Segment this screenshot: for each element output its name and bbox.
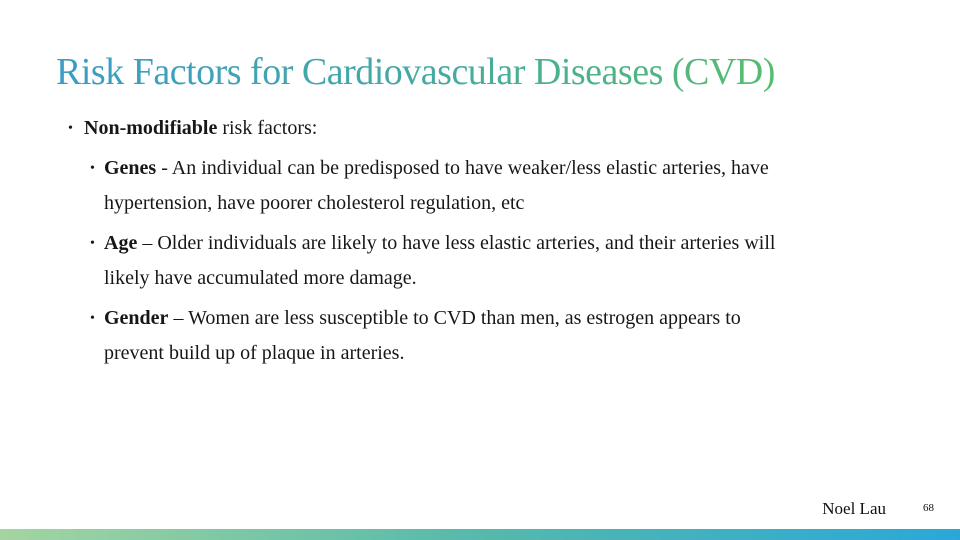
bullet-age bbox=[90, 226, 900, 296]
bullet-term: Age bbox=[104, 232, 138, 254]
bullet-text bbox=[104, 301, 741, 371]
bullet-line bbox=[104, 301, 741, 336]
bullet-term: Genes bbox=[104, 157, 157, 179]
bullet-line bbox=[104, 226, 775, 261]
bullet-line: prevent build up of plaque in arteries. bbox=[104, 342, 405, 364]
bullet-line: hypertension, have poorer cholesterol regulation, etc bbox=[104, 192, 525, 214]
bullet-dot: • bbox=[90, 311, 95, 326]
bullet-term: Gender bbox=[104, 307, 169, 329]
slide-body bbox=[68, 111, 900, 376]
bullet-line: likely have accumulated more damage. bbox=[104, 267, 417, 289]
bullet-rest: - An individual can be predisposed to have weaker/less elastic arteries, have bbox=[156, 157, 769, 179]
bullet-line bbox=[104, 151, 769, 186]
bullet-genes bbox=[90, 151, 900, 221]
bullet-dot: • bbox=[90, 161, 95, 176]
bullet-text bbox=[84, 111, 317, 146]
bullet-text bbox=[104, 151, 769, 221]
bullet-dot: • bbox=[90, 236, 95, 251]
bullet-line bbox=[84, 111, 317, 146]
bullet-rest: – Women are less susceptible to CVD than men, as estrogen appears to bbox=[168, 307, 741, 329]
bullet-gender bbox=[90, 301, 900, 371]
bottom-accent-bar bbox=[0, 529, 960, 540]
bullet-rest: – Older individuals are likely to have less elastic arteries, and their arteries will bbox=[137, 232, 776, 254]
bullet-non-modifiable bbox=[68, 111, 900, 146]
slide-number: 68 bbox=[923, 502, 934, 514]
bullet-dot: • bbox=[68, 121, 73, 136]
footer-author: Noel Lau bbox=[822, 499, 886, 518]
bullet-term: Non-modifiable bbox=[84, 117, 218, 139]
bullet-rest: risk factors: bbox=[217, 117, 318, 139]
slide-title: Risk Factors for Cardiovascular Diseases (CVD) bbox=[56, 51, 775, 93]
bullet-text bbox=[104, 226, 775, 296]
